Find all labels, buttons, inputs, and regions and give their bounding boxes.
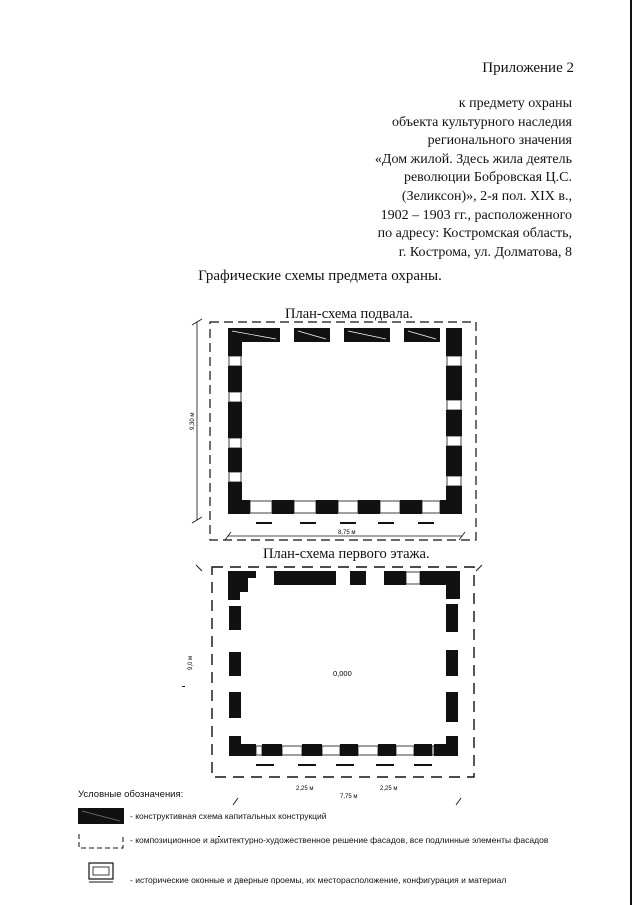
first-floor-right-wall: [434, 604, 458, 756]
address-line: объекта культурного наследия: [392, 114, 572, 130]
legend-item-facades: - композиционное и архитектурно-художественное решение фасадов, все подлинные элементы фасадов: [130, 835, 549, 845]
first-floor-top-wall: [228, 571, 460, 600]
address-line: г. Кострома, ул. Долматова, 8: [398, 244, 572, 260]
first-floor-top-openings: [406, 572, 420, 584]
address-line: (Зеликсон)», 2-я пол. XIX в.,: [401, 188, 572, 204]
first-floor-right-dimension: 2,25 м: [380, 786, 398, 792]
basement-width-dimension: 8,75 м: [338, 530, 356, 536]
schemes-heading: Графические схемы предмета охраны.: [198, 268, 442, 284]
first-floor-left-wall: [229, 606, 256, 756]
basement-plan-title: План-схема подвала.: [285, 306, 413, 322]
address-line: регионального значения: [427, 133, 572, 149]
address-line: революции Бобровская Ц.С.: [403, 170, 572, 186]
first-floor-corner-ticks: [196, 565, 482, 805]
dashed-bracket-icon: [78, 833, 124, 849]
basement-height-dimension: 9,30 м: [190, 412, 196, 430]
appendix-label: Приложение 2: [482, 60, 574, 76]
first-floor-plan-title: План-схема первого этажа.: [263, 546, 430, 562]
address-line: к предмету охраны: [458, 96, 572, 111]
legend-title: Условные обозначения:: [78, 789, 184, 800]
legend-item-openings: - исторические оконные и дверные проемы, их месторасположение, конфигурация и материал: [130, 875, 507, 885]
window-opening-icon: [88, 862, 118, 886]
first-floor-mid-dimension: 7,75 м: [340, 794, 358, 800]
level-mark: 0,000: [333, 669, 352, 678]
address-line: по адресу: Костромская область,: [377, 226, 572, 242]
address-line: «Дом жилой. Здесь жила деятель: [374, 151, 572, 167]
first-floor-height-dimension: 9,0 м: [188, 655, 194, 670]
address-line: 1902 – 1903 гг., расположенного: [380, 207, 572, 223]
solid-black-bar-icon: [78, 808, 124, 824]
legend-item-constructive: - конструктивная схема капитальных конструкций: [130, 811, 327, 821]
first-floor-left-dimension: 2,25 м: [296, 786, 314, 792]
